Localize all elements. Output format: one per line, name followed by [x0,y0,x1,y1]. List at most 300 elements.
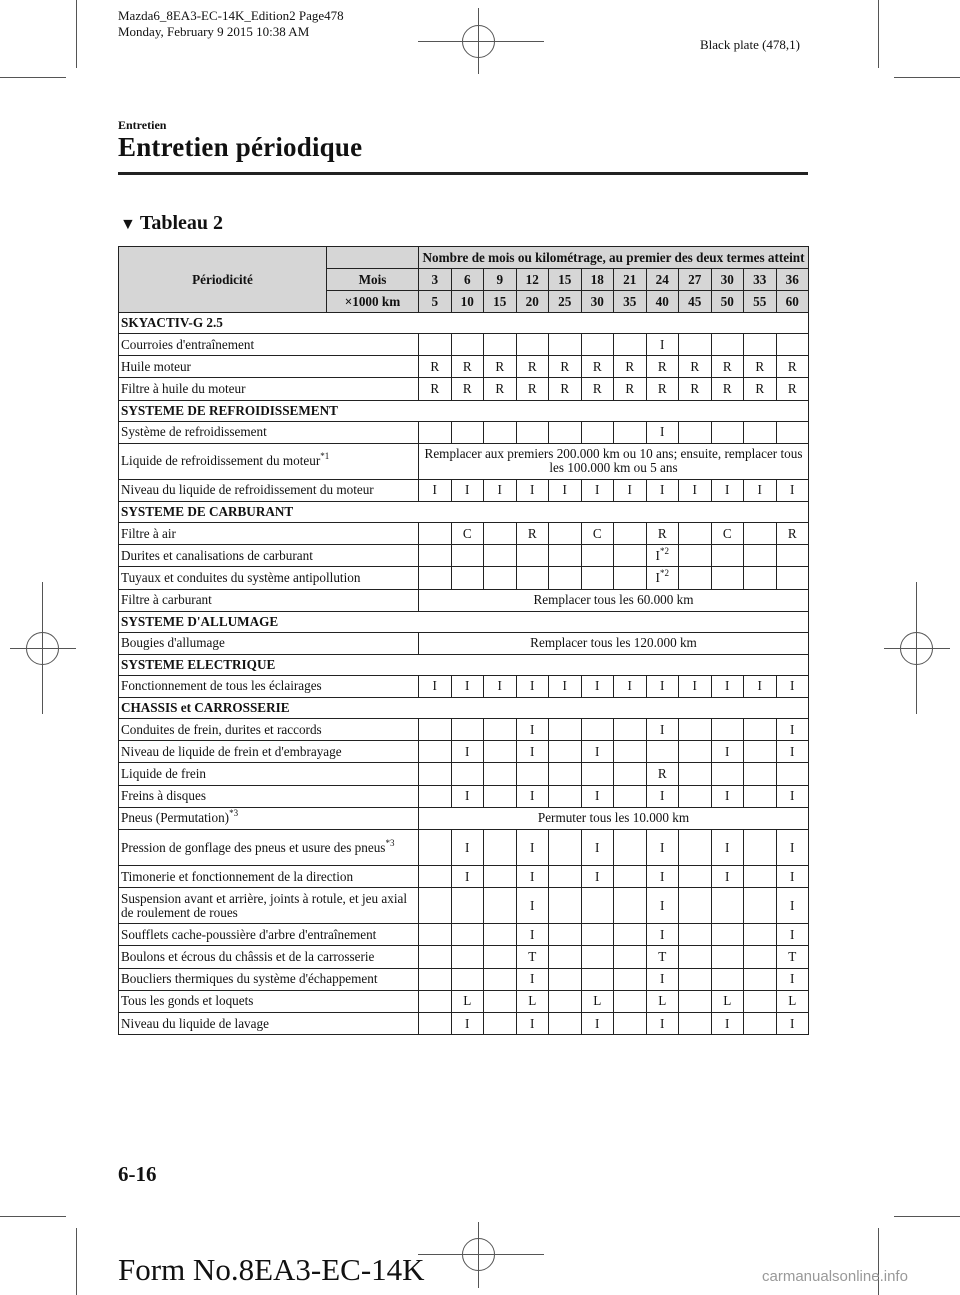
schedule-cell [744,785,777,807]
km-value: 60 [776,291,809,313]
schedule-cell [711,866,744,888]
schedule-code: R [592,380,602,396]
schedule-code: I [530,721,535,737]
item-label [119,866,419,888]
schedule-cell [614,990,647,1012]
schedule-code: R [625,358,635,374]
schedule-cell [549,356,582,378]
schedule-cell [711,924,744,946]
schedule-cell [679,719,712,741]
schedule-code: I [660,336,665,352]
item-label [119,356,419,378]
schedule-cell [711,990,744,1012]
schedule-code: I [530,678,535,694]
item-label-text: Boulons et écrous du châssis et de la carrosserie [121,948,375,964]
table-row [119,968,809,990]
table-row [119,1012,809,1034]
schedule-cell [451,968,484,990]
schedule-cell [744,719,777,741]
footnote-marker: *2 [659,567,669,578]
schedule-code: I [465,482,470,498]
schedule-cell [679,741,712,763]
schedule-cell [711,334,744,356]
schedule-cell [484,479,517,501]
item-label-text: Soufflets cache-poussière d'arbre d'entraînement [121,926,377,942]
schedule-cell [549,719,582,741]
triangle-down-icon: ▼ [120,216,136,233]
schedule-cell [451,421,484,443]
schedule-cell [711,378,744,400]
schedule-cell [679,763,712,785]
schedule-cell [581,479,614,501]
schedule-code: R [527,380,537,396]
print-meta-plate: Black plate (478,1) [700,37,800,52]
schedule-code: L [528,993,537,1009]
schedule-cell [679,946,712,968]
schedule-cell [581,522,614,544]
schedule-cell [484,946,517,968]
km-value: 50 [711,291,744,313]
schedule-cell [776,888,809,924]
footnote-marker: *1 [320,451,330,462]
item-label [119,990,419,1012]
schedule-cell [419,356,452,378]
item-label-text: Filtre à air [121,525,176,541]
schedule-cell [484,334,517,356]
item-label-text: Durites et canalisations de carburant [121,547,313,563]
schedule-code: I [725,678,730,694]
schedule-cell [451,741,484,763]
schedule-code: T [788,948,797,964]
schedule-code: I [757,678,762,694]
schedule-cell [516,1012,549,1034]
schedule-cell [744,378,777,400]
schedule-cell [419,719,452,741]
category-label: SYSTEME D'ALLUMAGE [119,611,809,632]
print-meta-date: Monday, February 9 2015 10:38 AM [118,24,310,39]
table-row [119,830,809,866]
table-row [119,990,809,1012]
schedule-cell [646,1012,679,1034]
category-label: SYSTEME ELECTRIQUE [119,654,809,675]
schedule-code: I [660,678,665,694]
schedule-cell [516,888,549,924]
schedule-cell [776,741,809,763]
schedule-cell [484,719,517,741]
schedule-cell [646,830,679,866]
schedule-code: I [790,1015,795,1031]
schedule-cell [581,946,614,968]
schedule-cell [744,968,777,990]
schedule-cell [614,785,647,807]
schedule-cell [419,990,452,1012]
schedule-code: I [432,482,437,498]
schedule-cell [484,924,517,946]
schedule-cell [549,479,582,501]
schedule-cell [744,479,777,501]
schedule-cell [516,421,549,443]
km-value: 5 [419,291,452,313]
schedule-code: R [787,358,797,374]
schedule-cell [744,741,777,763]
schedule-cell [614,763,647,785]
schedule-cell [484,522,517,544]
schedule-cell [711,830,744,866]
schedule-cell [614,675,647,697]
schedule-cell [419,1012,452,1034]
schedule-cell [451,479,484,501]
schedule-cell [614,741,647,763]
schedule-cell [451,763,484,785]
footnote-marker: *3 [385,837,395,848]
schedule-cell [679,356,712,378]
schedule-code: C [722,525,732,541]
schedule-cell [516,334,549,356]
schedule-cell [581,763,614,785]
schedule-code: I [562,482,567,498]
schedule-cell [646,378,679,400]
schedule-cell [549,741,582,763]
km-value: 35 [614,291,647,313]
schedule-code: R [722,380,732,396]
schedule-code: L [658,993,667,1009]
schedule-cell [679,479,712,501]
schedule-cell [549,888,582,924]
interval-note: Permuter tous les 10.000 km [419,807,809,829]
month-value: 27 [679,269,712,291]
schedule-cell [549,334,582,356]
item-label [119,763,419,785]
schedule-cell [711,567,744,589]
schedule-cell [419,567,452,589]
schedule-code: R [560,358,570,374]
schedule-code: I [595,868,600,884]
schedule-code: I [790,482,795,498]
schedule-cell [419,421,452,443]
schedule-cell [646,719,679,741]
schedule-cell [419,866,452,888]
header-blank [327,247,419,269]
schedule-cell [614,719,647,741]
schedule-cell [614,924,647,946]
item-label [119,807,419,829]
schedule-cell [419,675,452,697]
schedule-cell [744,888,777,924]
schedule-code: I [465,1015,470,1031]
item-label-text: Boucliers thermiques du système d'échappement [121,971,378,987]
schedule-cell [516,763,549,785]
schedule-cell [451,888,484,924]
schedule-cell [744,990,777,1012]
item-label [119,830,419,866]
schedule-code: R [755,380,765,396]
category-label: SYSTEME DE REFROIDISSEMENT [119,400,809,421]
schedule-cell [516,567,549,589]
month-value: 24 [646,269,679,291]
schedule-cell [679,990,712,1012]
item-label [119,334,419,356]
schedule-cell [581,968,614,990]
schedule-cell [419,334,452,356]
schedule-code: I [725,868,730,884]
schedule-cell [549,866,582,888]
category-row [119,654,809,675]
table-row [119,763,809,785]
schedule-cell [549,522,582,544]
schedule-code: I [530,839,535,855]
schedule-cell [451,924,484,946]
schedule-cell [744,924,777,946]
schedule-cell [581,866,614,888]
schedule-code: R [657,766,667,782]
schedule-cell [679,968,712,990]
km-value: 20 [516,291,549,313]
item-label-text: Filtre à huile du moteur [121,380,246,396]
schedule-cell [614,421,647,443]
item-label-text: Niveau de liquide de frein et d'embrayage [121,743,342,759]
schedule-cell [451,378,484,400]
schedule-cell [451,785,484,807]
schedule-cell [614,378,647,400]
table-row [119,741,809,763]
schedule-cell [776,421,809,443]
table-row [119,479,809,501]
item-label-text: Tuyaux et conduites du système antipollution [121,569,361,585]
schedule-cell [646,763,679,785]
schedule-cell [711,421,744,443]
month-value: 36 [776,269,809,291]
schedule-cell [549,675,582,697]
schedule-cell [711,545,744,567]
item-label [119,888,419,924]
schedule-cell [711,675,744,697]
schedule-cell [776,866,809,888]
schedule-cell [776,378,809,400]
schedule-cell [679,522,712,544]
schedule-cell [711,741,744,763]
item-label [119,946,419,968]
schedule-cell [711,763,744,785]
schedule-cell [679,866,712,888]
schedule-code: I [595,678,600,694]
schedule-cell [744,545,777,567]
schedule-cell [549,990,582,1012]
table-row [119,334,809,356]
schedule-code: I [465,743,470,759]
schedule-cell [744,675,777,697]
item-label-text: Suspension avant et arrière, joints à rotule, et jeu axial de roulement de roues [121,890,408,920]
schedule-cell [614,866,647,888]
schedule-code: I [530,926,535,942]
item-label [119,675,419,697]
category-row [119,400,809,421]
schedule-cell [679,334,712,356]
schedule-cell [581,567,614,589]
schedule-cell [451,719,484,741]
table-row [119,785,809,807]
schedule-cell [549,924,582,946]
schedule-cell [451,830,484,866]
schedule-cell [679,567,712,589]
schedule-code: I [790,926,795,942]
table-row [119,378,809,400]
schedule-cell [516,866,549,888]
schedule-cell [516,479,549,501]
schedule-cell [484,866,517,888]
section-label: Entretien [118,118,167,132]
km-value: 15 [484,291,517,313]
schedule-cell [451,990,484,1012]
category-row [119,611,809,632]
schedule-cell [614,1012,647,1034]
footnote-marker: *3 [229,808,239,819]
km-value: 45 [679,291,712,313]
schedule-cell [516,675,549,697]
months-label: Mois [327,269,419,291]
schedule-code: I [725,743,730,759]
schedule-cell [711,479,744,501]
schedule-cell [581,741,614,763]
schedule-cell [711,968,744,990]
schedule-cell [581,924,614,946]
table-row [119,567,809,589]
item-label-text: Fonctionnement de tous les éclairages [121,678,322,694]
schedule-cell [744,356,777,378]
schedule-cell [484,356,517,378]
footnote-marker: *2 [659,545,669,556]
schedule-cell [484,567,517,589]
schedule-code: I [627,678,632,694]
schedule-code: I [530,788,535,804]
table-row [119,443,809,479]
schedule-cell [581,421,614,443]
schedule-cell [419,545,452,567]
month-value: 6 [451,269,484,291]
schedule-code: I [465,788,470,804]
km-value: 30 [581,291,614,313]
schedule-cell [549,946,582,968]
schedule-cell [484,741,517,763]
schedule-code: R [462,358,472,374]
category-label: SKYACTIV-G 2.5 [119,313,809,334]
schedule-code: I [595,1015,600,1031]
schedule-cell [516,990,549,1012]
schedule-cell [776,924,809,946]
item-label-text: Niveau du liquide de lavage [121,1015,269,1031]
schedule-code: I [530,897,535,913]
schedule-code: I [595,743,600,759]
km-value: 40 [646,291,679,313]
schedule-cell [646,866,679,888]
schedule-cell [451,866,484,888]
month-value: 3 [419,269,452,291]
schedule-cell [744,763,777,785]
schedule-cell [516,785,549,807]
km-label: ×1000 km [327,291,419,313]
schedule-cell [614,888,647,924]
schedule-cell [484,763,517,785]
schedule-cell [744,421,777,443]
schedule-code: T [658,948,667,964]
schedule-code: I [790,678,795,694]
item-label [119,924,419,946]
item-label [119,741,419,763]
km-value: 55 [744,291,777,313]
schedule-cell [776,675,809,697]
schedule-cell [646,968,679,990]
schedule-code: L [788,993,797,1009]
schedule-code: I [530,971,535,987]
schedule-code: R [495,358,505,374]
schedule-cell [516,946,549,968]
km-value: 25 [549,291,582,313]
month-value: 21 [614,269,647,291]
item-label-text: Freins à disques [121,788,206,804]
schedule-code: I [660,926,665,942]
schedule-code: I [660,721,665,737]
schedule-cell [646,741,679,763]
schedule-cell [484,830,517,866]
schedule-cell [419,946,452,968]
schedule-code: I [595,788,600,804]
category-label: CHASSIS et CARROSSERIE [119,698,809,719]
schedule-cell [614,522,647,544]
schedule-cell [516,719,549,741]
schedule-cell [581,785,614,807]
schedule-code: I [692,482,697,498]
item-label-text: Pneus (Permutation) [121,810,230,826]
schedule-cell [549,421,582,443]
schedule-cell [419,830,452,866]
schedule-cell [679,675,712,697]
schedule-cell [581,334,614,356]
schedule-cell [744,830,777,866]
item-label-text: Filtre à carburant [121,592,212,608]
schedule-cell [484,968,517,990]
month-value: 33 [744,269,777,291]
schedule-cell [484,888,517,924]
schedule-code: I [660,839,665,855]
schedule-cell [679,545,712,567]
schedule-cell [776,830,809,866]
item-label-text: Timonerie et fonctionnement de la direction [121,868,354,884]
schedule-cell [549,1012,582,1034]
schedule-cell [484,990,517,1012]
schedule-cell [646,990,679,1012]
title-rule [118,172,808,175]
schedule-code: L [463,993,472,1009]
schedule-code: R [495,380,505,396]
schedule-cell [581,888,614,924]
table-row [119,545,809,567]
schedule-cell [776,522,809,544]
item-label-text: Bougies d'allumage [121,635,225,651]
table-row [119,421,809,443]
schedule-cell [419,785,452,807]
schedule-cell [581,1012,614,1034]
schedule-code: I [530,482,535,498]
schedule-cell [614,356,647,378]
schedule-cell [419,924,452,946]
category-label: SYSTEME DE CARBURANT [119,501,809,522]
schedule-cell [744,522,777,544]
schedule-code: I [530,1015,535,1031]
schedule-cell [679,785,712,807]
schedule-cell [419,741,452,763]
schedule-code: I [595,839,600,855]
schedule-code: R [527,525,537,541]
schedule-cell [581,545,614,567]
